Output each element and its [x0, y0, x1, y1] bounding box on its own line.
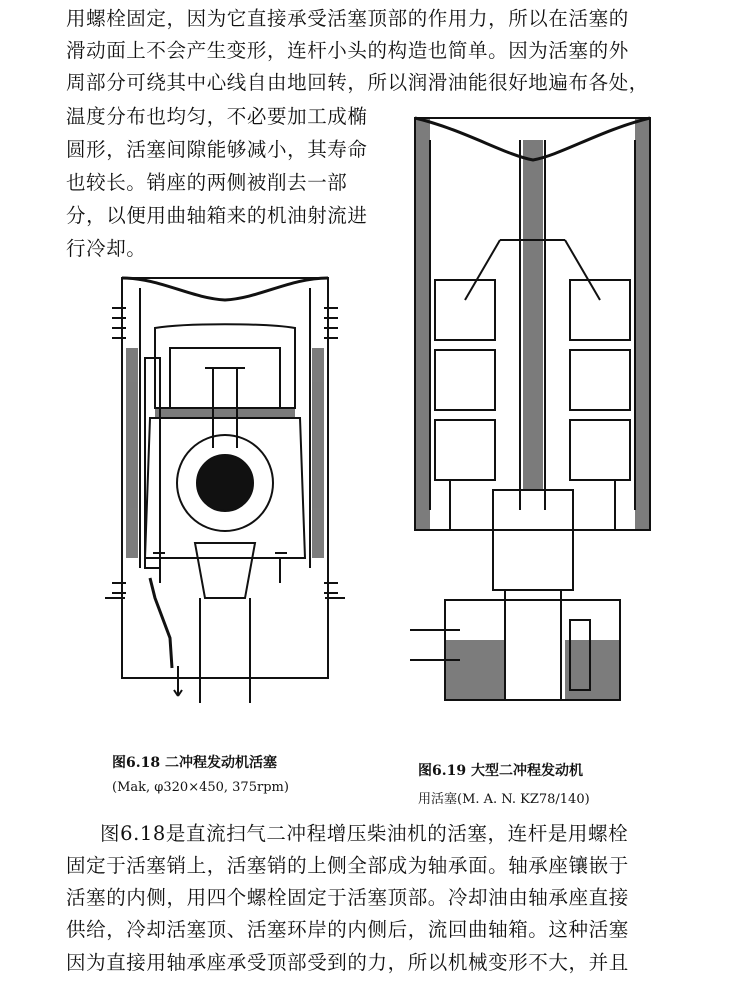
- body-text-line-10: 固定于活塞销上，活塞销的上侧全部成为轴承面。轴承座镶嵌于: [66, 854, 629, 877]
- figure-6-18-piston-drawing: [100, 268, 350, 708]
- figure-6-19-piston-drawing: [405, 100, 660, 705]
- body-text-line-8: 行冷却。: [66, 237, 147, 260]
- figure-6-19-subcaption: 用活塞(M. A. N. KZ78/140): [418, 792, 590, 807]
- figure-6-18-caption: 图6.18 二冲程发动机活塞: [112, 755, 277, 771]
- body-text-line-6: 也较长。销座的两侧被削去一部: [66, 171, 348, 194]
- body-text-line-7: 分，以便用曲轴箱来的机油射流进: [66, 204, 368, 227]
- body-text-line-12: 供给，冷却活塞顶、活塞环岸的内侧后，流回曲轴箱。这种活塞: [66, 918, 629, 941]
- body-text-line-1: 用螺栓固定，因为它直接承受活塞顶部的作用力，所以在活塞的: [66, 7, 629, 30]
- body-text-line-9: 图6.18是直流扫气二冲程增压柴油机的活塞，连杆是用螺栓: [100, 822, 629, 845]
- body-text-line-3: 周部分可绕其中心线自由地回转，所以润滑油能很好地遍布各处，: [66, 71, 649, 94]
- body-text-line-2: 滑动面上不会产生变形，连杆小头的构造也简单。因为活塞的外: [66, 39, 629, 62]
- body-text-line-5: 圆形，活塞间隙能够减小，其寿命: [66, 138, 368, 161]
- figure-6-19-caption: 图6.19 大型二冲程发动机: [418, 763, 583, 779]
- figure-6-18-subcaption: (Mak, φ320×450, 375rpm): [112, 780, 289, 795]
- body-text-line-11: 活塞的内侧，用四个螺栓固定于活塞顶部。冷却油由轴承座直接: [66, 886, 629, 909]
- body-text-line-13: 因为直接用轴承座承受顶部受到的力，所以机械变形不大，并且: [66, 951, 629, 974]
- body-text-line-4: 温度分布也均匀，不必要加工成椭: [66, 105, 368, 128]
